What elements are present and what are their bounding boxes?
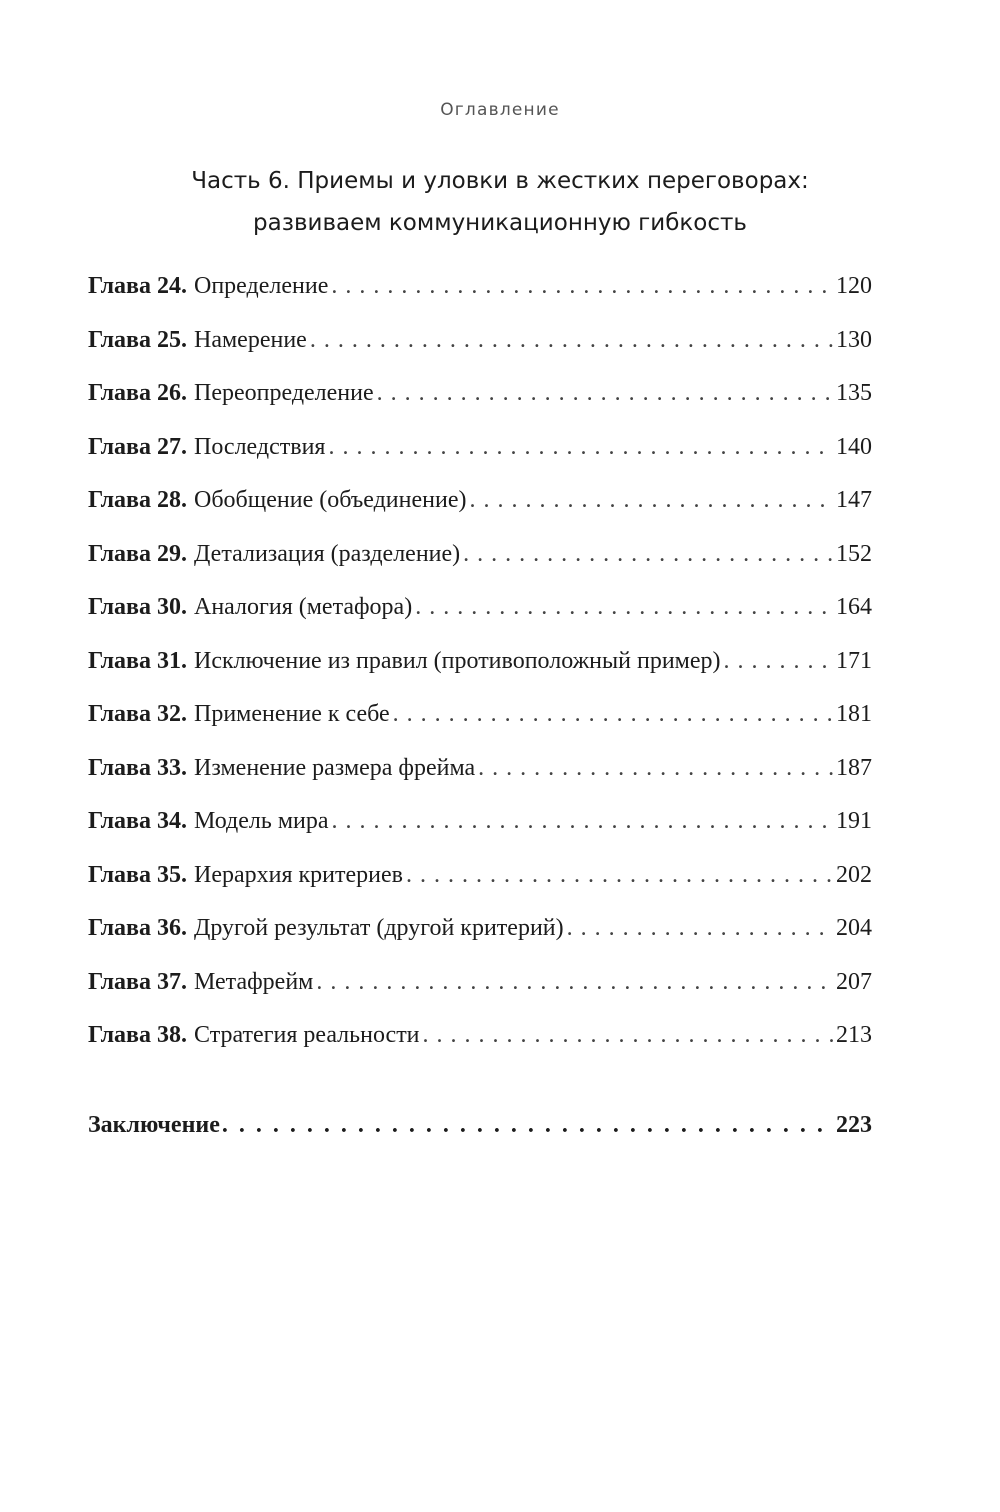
- page-number: 164: [836, 594, 872, 621]
- conclusion-title: Заключение: [88, 1111, 220, 1138]
- chapter-title: Применение к себе: [194, 701, 390, 728]
- page-number: 140: [836, 433, 872, 460]
- chapter-label: Глава 35.: [88, 861, 187, 888]
- chapter-label: Глава 29.: [88, 540, 187, 567]
- page-number: 202: [836, 861, 872, 888]
- chapter-title: Переопределение: [194, 380, 374, 407]
- dot-leader: [377, 380, 833, 407]
- toc-entry[interactable]: [88, 367, 872, 421]
- page-number: 152: [836, 540, 872, 567]
- chapter-label: Глава 34.: [88, 808, 187, 835]
- toc-entry[interactable]: [88, 421, 872, 475]
- chapter-title: Стратегия реальности: [194, 1022, 420, 1049]
- toc-entry[interactable]: [88, 849, 872, 903]
- chapter-label: Глава 27.: [88, 433, 187, 460]
- toc-entry[interactable]: [88, 581, 872, 635]
- chapter-title: Изменение размера фрейма: [194, 754, 476, 781]
- chapter-label: Глава 24.: [88, 273, 187, 300]
- chapter-label: Глава 33.: [88, 754, 187, 781]
- dot-leader: [406, 862, 833, 889]
- dot-leader: [316, 969, 833, 996]
- dot-leader: [724, 648, 833, 675]
- page-number: 171: [836, 647, 872, 674]
- page-number: 191: [836, 808, 872, 835]
- toc-entry[interactable]: [88, 795, 872, 849]
- page-number: 130: [836, 326, 872, 353]
- dot-leader: [469, 487, 833, 514]
- chapter-label: Глава 30.: [88, 594, 187, 621]
- page-number: 135: [836, 380, 872, 407]
- dot-leader: [331, 273, 833, 300]
- page-number: 187: [836, 754, 872, 781]
- page-number: 120: [836, 273, 872, 300]
- page-number: 207: [836, 968, 872, 995]
- chapter-label: Глава 38.: [88, 1022, 187, 1049]
- chapter-title: Детализация (разделение): [194, 540, 461, 567]
- dot-leader: [567, 915, 833, 942]
- chapter-title: Другой результат (другой критерий): [194, 915, 564, 942]
- toc-entry[interactable]: [88, 260, 872, 314]
- chapter-label: Глава 37.: [88, 968, 187, 995]
- dot-leader: [463, 541, 833, 568]
- chapter-title: Последствия: [194, 433, 326, 460]
- chapter-title: Иерархия критериев: [194, 861, 403, 888]
- toc-entry-conclusion[interactable]: [88, 1098, 872, 1152]
- page-number: 147: [836, 487, 872, 514]
- chapter-title: Исключение из правил (противоположный пример): [194, 647, 721, 674]
- toc-entry[interactable]: [88, 635, 872, 689]
- chapter-label: Глава 26.: [88, 380, 187, 407]
- dot-leader: [310, 327, 833, 354]
- toc-entry[interactable]: [88, 474, 872, 528]
- toc-entry[interactable]: [88, 314, 872, 368]
- toc-entry[interactable]: [88, 1009, 872, 1063]
- toc-entry[interactable]: [88, 956, 872, 1010]
- table-of-contents: [88, 260, 872, 1063]
- dot-leader: [478, 755, 833, 782]
- dot-leader: [332, 808, 833, 835]
- chapter-label: Глава 25.: [88, 326, 187, 353]
- chapter-title: Намерение: [194, 326, 307, 353]
- toc-entry[interactable]: [88, 688, 872, 742]
- page-number: 204: [836, 915, 872, 942]
- dot-leader: [393, 701, 833, 728]
- chapter-label: Глава 31.: [88, 647, 187, 674]
- chapter-title: Определение: [194, 273, 329, 300]
- part-title-line-1: Часть 6. Приемы и уловки в жестких переговорах:: [191, 168, 809, 194]
- toc-entry[interactable]: [88, 902, 872, 956]
- page-number: 181: [836, 701, 872, 728]
- chapter-title: Обобщение (объединение): [194, 487, 467, 514]
- part-title-line-2: развиваем коммуникационную гибкость: [253, 210, 747, 236]
- dot-leader: [328, 434, 833, 461]
- page-number: 213: [836, 1022, 872, 1049]
- dot-leader: [222, 1112, 830, 1139]
- toc-entry[interactable]: [88, 742, 872, 796]
- chapter-title: Метафрейм: [194, 968, 314, 995]
- dot-leader: [423, 1022, 833, 1049]
- toc-entry[interactable]: [88, 528, 872, 582]
- chapter-title: Модель мира: [194, 808, 329, 835]
- part-title: [0, 160, 1000, 244]
- chapter-label: Глава 32.: [88, 701, 187, 728]
- chapter-label: Глава 28.: [88, 487, 187, 514]
- page-number: 223: [836, 1111, 872, 1138]
- chapter-title: Аналогия (метафора): [194, 594, 413, 621]
- running-head: Оглавление: [440, 100, 560, 120]
- dot-leader: [415, 594, 833, 621]
- chapter-label: Глава 36.: [88, 915, 187, 942]
